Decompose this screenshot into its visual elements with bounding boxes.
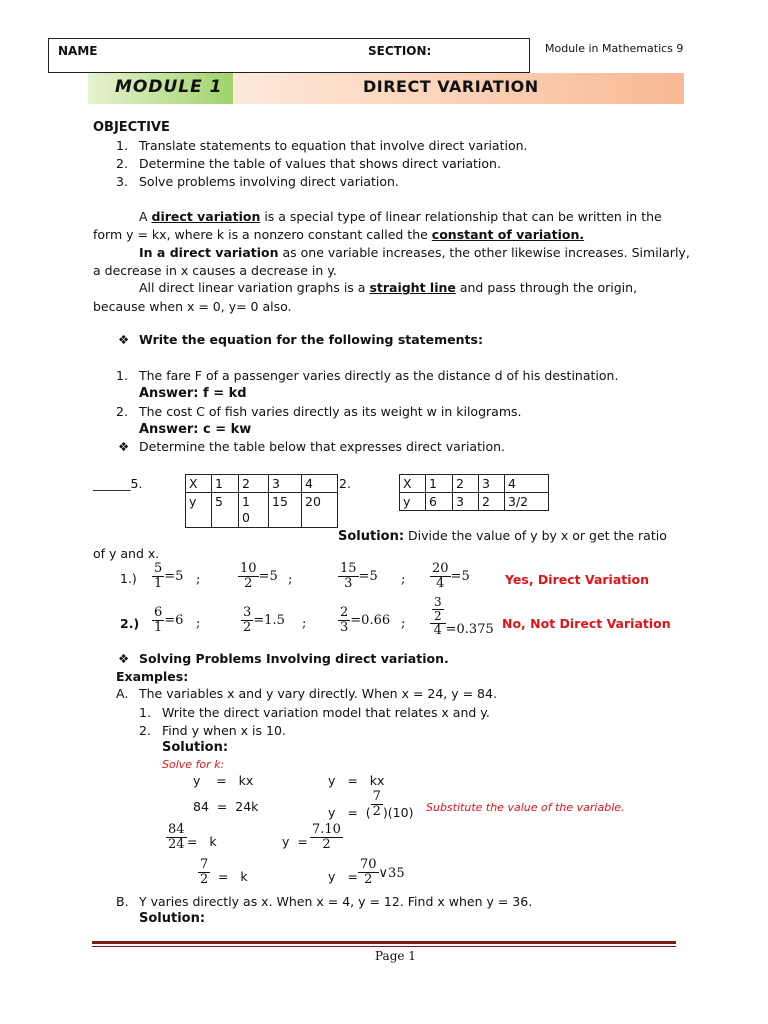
objective-item-3: Solve problems involving direct variation. — [139, 174, 399, 189]
s1-answer-1: Answer: f = kd — [139, 386, 247, 401]
table-cell: 3 — [453, 493, 479, 511]
a-num-2: 2. — [139, 723, 151, 738]
solution-label-b: Solution: — [139, 911, 206, 926]
separator: ; — [401, 572, 406, 587]
constant-term: constant of variation. — [431, 227, 585, 242]
page-number: Page 1 — [375, 949, 416, 963]
table-cell: X — [400, 475, 426, 493]
objective-num-2: 2. — [116, 156, 128, 171]
value-table-2 — [399, 474, 549, 511]
separator: ; — [401, 616, 406, 631]
diamond-bullet-icon — [118, 332, 129, 347]
table-cell: 2 — [479, 493, 505, 511]
a-num-1: 1. — [139, 705, 151, 720]
name-section-box — [48, 38, 530, 73]
example-a-letter: A. — [116, 686, 129, 701]
eq3-right-frac: $\frac{7.10}{2}$ — [312, 822, 341, 852]
intro-line-5: All direct linear variation graphs is a straight line and pass through the origin, — [139, 280, 638, 295]
result-no: No, Not Direct Variation — [502, 616, 671, 631]
module-number: MODULE 1 — [115, 77, 223, 97]
ratio-2-4: $\frac{\frac{3}{2}}{4}$ =0.375 — [430, 596, 494, 638]
footer-rule — [92, 941, 676, 944]
name-label: NAME — [58, 44, 98, 58]
a-item-2: Find y when x is 10. — [162, 723, 286, 738]
a-item-1: Write the direct variation model that relates x and y. — [162, 705, 490, 720]
eq4-right-frac: $\frac{70}{2}$ ∨35 — [360, 857, 405, 887]
table-row — [186, 475, 338, 493]
ratio-1-1: $\frac{5}{1}$ =5 — [154, 561, 184, 591]
ratio-solution-line-2: of y and x. — [93, 546, 160, 561]
separator: ; — [302, 616, 307, 631]
table-row — [186, 493, 338, 528]
intro-line-3: In a direct variation as one variable increases, the other likewise increases. Similarly, — [139, 245, 690, 260]
ratio-solution-line: Solution: Divide the value of y by x or get the ratio — [338, 528, 667, 544]
solution-label-a: Solution: — [162, 740, 229, 755]
table-prompt: Determine the table below that expresses direct variation. — [139, 439, 505, 454]
page-title: DIRECT VARIATION — [363, 77, 539, 96]
eq3-right-a: y = — [282, 834, 308, 849]
table-cell: 3 — [479, 475, 505, 493]
module-info: Module in Mathematics 9 — [545, 42, 684, 55]
section2-heading: Solving Problems Involving direct variation. — [139, 651, 449, 666]
separator: ; — [196, 616, 201, 631]
table-cell: 2 — [239, 475, 269, 493]
intro-line-4: a decrease in x causes a decrease in y. — [93, 263, 337, 278]
table-cell: 3/2 — [505, 493, 549, 511]
s1-num-1: 1. — [116, 368, 128, 383]
table2-label: 2. — [339, 476, 351, 491]
table-cell: y — [400, 493, 426, 511]
ratio-1-2: $\frac{10}{2}$ =5 — [240, 561, 278, 591]
table-cell: 4 — [302, 475, 338, 493]
table-row — [400, 475, 549, 493]
table-cell: 20 — [302, 493, 338, 528]
eq4-left: $\frac{7}{2}$ — [200, 857, 209, 887]
example-b-letter: B. — [116, 894, 129, 909]
table-cell: 15 — [269, 493, 302, 528]
diamond-bullet-icon — [118, 439, 129, 454]
separator: ; — [288, 572, 293, 587]
eq4-k: = k — [218, 869, 248, 884]
eq3-left: $\frac{84}{24}$ — [168, 822, 185, 852]
table-cell: 2 — [453, 475, 479, 493]
table-cell: 1 — [212, 475, 239, 493]
intro-line-6: because when x = 0, y= 0 also. — [93, 299, 292, 314]
intro-line-2: form y = kx, where k is a nonzero constant called the constant of variation. — [93, 227, 585, 242]
table-cell: 3 — [269, 475, 302, 493]
table-row — [400, 493, 549, 511]
value-table-1 — [185, 474, 338, 528]
section1-heading: Write the equation for the following statements: — [139, 332, 483, 347]
s1-item-1: The fare F of a passenger varies directly as the distance d of his destination. — [139, 368, 619, 383]
ratio-2-2: $\frac{3}{2}$ =1.5 — [243, 605, 285, 635]
straight-line-term: straight line — [369, 280, 456, 295]
table-cell: 1 — [426, 475, 453, 493]
eq2-right: y = ( $\frac{7}{2}$ )(10) — [328, 789, 414, 820]
objective-heading: OBJECTIVE — [93, 120, 170, 135]
ratio-row1-num: 1.) — [120, 571, 137, 586]
ratio-1-3: $\frac{15}{3}$ =5 — [340, 561, 378, 591]
result-yes: Yes, Direct Variation — [505, 572, 650, 587]
eq1-right: y = kx — [328, 773, 385, 788]
separator: ; — [196, 572, 201, 587]
ratio-2-1: $\frac{6}{1}$ =6 — [154, 605, 184, 635]
s1-item-2: The cost C of fish varies directly as its weight w in kilograms. — [139, 404, 522, 419]
ratio-2-3: $\frac{2}{3}$ =0.66 — [340, 605, 391, 635]
table-cell: X — [186, 475, 212, 493]
table-cell: 1 0 — [239, 493, 269, 528]
objective-num-1: 1. — [116, 138, 128, 153]
direct-variation-term: direct variation — [151, 209, 261, 224]
substitute-note: Substitute the value of the variable. — [426, 801, 625, 814]
table-cell: 4 — [505, 475, 549, 493]
diamond-bullet-icon — [118, 651, 129, 666]
example-b-text: Y varies directly as x. When x = 4, y = 12. Find x when y = 36. — [139, 894, 533, 909]
solve-for-k-note: Solve for k: — [162, 758, 225, 771]
table-cell: 5 — [212, 493, 239, 528]
eq2-left: 84 = 24k — [193, 799, 259, 814]
ratio-row2-num: 2.) — [120, 616, 140, 631]
ratio-1-4: $\frac{20}{4}$ =5 — [432, 561, 470, 591]
s1-answer-2: Answer: c = kw — [139, 422, 252, 437]
objective-item-1: Translate statements to equation that involve direct variation. — [139, 138, 528, 153]
example-a-text: The variables x and y vary directly. When x = 24, y = 84. — [139, 686, 497, 701]
table-cell: 6 — [426, 493, 453, 511]
examples-label: Examples: — [116, 669, 189, 684]
table-cell: y — [186, 493, 212, 528]
footer-rule-thin — [92, 946, 676, 947]
objective-num-3: 3. — [116, 174, 128, 189]
intro-line-1: A direct variation is a special type of linear relationship that can be written in the — [139, 209, 662, 224]
eq1-left: y = kx — [193, 773, 254, 788]
objective-item-2: Determine the table of values that shows direct variation. — [139, 156, 501, 171]
eq4-right-a: y = — [328, 869, 358, 884]
s1-num-2: 2. — [116, 404, 128, 419]
table1-label: ______5. — [93, 476, 143, 491]
eq3-k: = k — [187, 834, 217, 849]
section-label: SECTION: — [368, 44, 432, 58]
